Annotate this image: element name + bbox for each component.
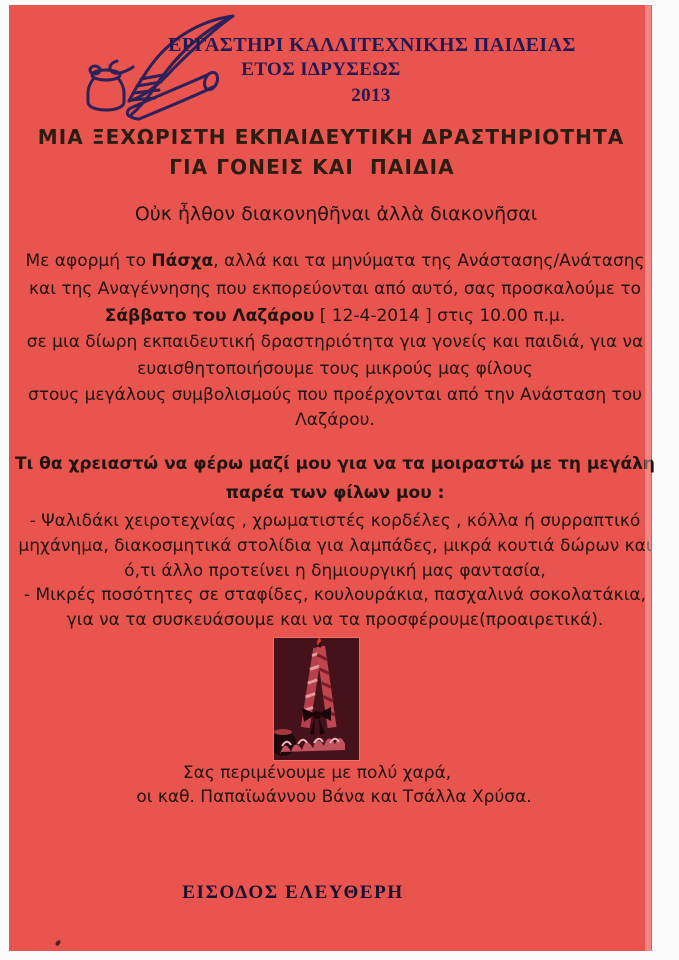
flyer-title-line2: ΓΙΑ ΓΟΝΕΙΣ ΚΑΙ ΠΑΙΔΙΑ xyxy=(169,155,455,179)
bring-item2-line2: για να τα συσκευάσουμε και να τα προσφέρουμε(προαιρετικά). xyxy=(66,610,604,630)
intro-line3-bold: Σάββατο του Λαζάρου xyxy=(104,306,315,326)
easter-candles-photo xyxy=(274,638,359,760)
intro-line5: ευαισθητοποιήσουμε τους μικρούς μας φίλους xyxy=(137,359,533,379)
bring-item2-line1: - Μικρές ποσότητες σε σταφίδες, κουλουράκια, πασχαλινά σοκολατάκια, xyxy=(23,585,647,605)
intro-line1-c: , αλλά και τα μηνύματα της Ανάστασης/Ανάτασης xyxy=(213,251,645,271)
founded-label: ΕΤΟΣ ΙΔΡΥΣΕΩΣ xyxy=(241,59,401,80)
scripture-quote: Οὐκ ἦλθον διακονηθῆναι ἀλλὰ διακονῆσαι xyxy=(134,203,538,225)
intro-line7: Λαζάρου. xyxy=(295,410,375,430)
closing-line2: οι καθ. Παπαϊωάννου Βάνα και Τσάλλα Χρύσα. xyxy=(136,787,532,807)
intro-line1 xyxy=(26,251,645,271)
closing-line1: Σας περιμένουμε με πολύ χαρά, xyxy=(182,763,452,783)
bring-item1-line2: μηχάνημα, διακοσμητικά στολίδια για λαμπάδες, μικρά κουτιά δώρων και xyxy=(18,536,652,556)
intro-line3 xyxy=(105,306,566,326)
intro-line6: στους μεγάλους συμβολισμούς που προέρχονται από την Ανάσταση του xyxy=(27,385,643,405)
free-entrance-notice: ΕΙΣΟΔΟΣ ΕΛΕΥΘΕΡΗ xyxy=(182,882,404,903)
founded-year: 2013 xyxy=(351,85,391,106)
intro-line2: και της Αναγέννησης που εκπορεύονται από αυτό, σας προσκαλούμε το xyxy=(29,279,641,299)
flyer-paper xyxy=(9,5,655,951)
org-name: ΕΡΓΑΣΤΗΡΙ ΚΑΛΛΙΤΕΧΝΙΚΗΣ ΠΑΙΔΕΙΑΣ xyxy=(168,34,576,56)
intro-line1-bold: Πάσχα xyxy=(151,251,214,271)
quill-inkwell-scroll-icon xyxy=(81,13,241,125)
bring-heading-line2: παρέα των φίλων μου : xyxy=(225,483,445,503)
bring-heading-line1: Τι θα χρειαστώ να φέρω μαζί μου για να τα μοιραστώ με τη μεγάλη xyxy=(15,454,655,474)
flyer-title-line1: ΜΙΑ ΞΕΧΩΡΙΣΤΗ ΕΚΠΑΙΔΕΥΤΙΚΗ ΔΡΑΣΤΗΡΙΟΤΗΤΑ xyxy=(37,125,625,149)
intro-line1-a: Με αφορμή το xyxy=(25,251,152,271)
intro-line4: σε μια δίωρη εκπαιδευτική δραστηριότητα για γονείς και παιδιά, για να xyxy=(26,332,644,352)
intro-line3-b: [ 12-4-2014 ] στις 10.00 π.μ. xyxy=(314,306,566,326)
bring-item1-line3: ό,τι άλλο προτείνει η δημιουργική μας φαντασία, xyxy=(124,561,546,581)
bring-item1-line1: - Ψαλιδάκι χειροτεχνίας , χρωματιστές κορδέλες , κόλλα ή συρραπτικό xyxy=(29,511,641,531)
